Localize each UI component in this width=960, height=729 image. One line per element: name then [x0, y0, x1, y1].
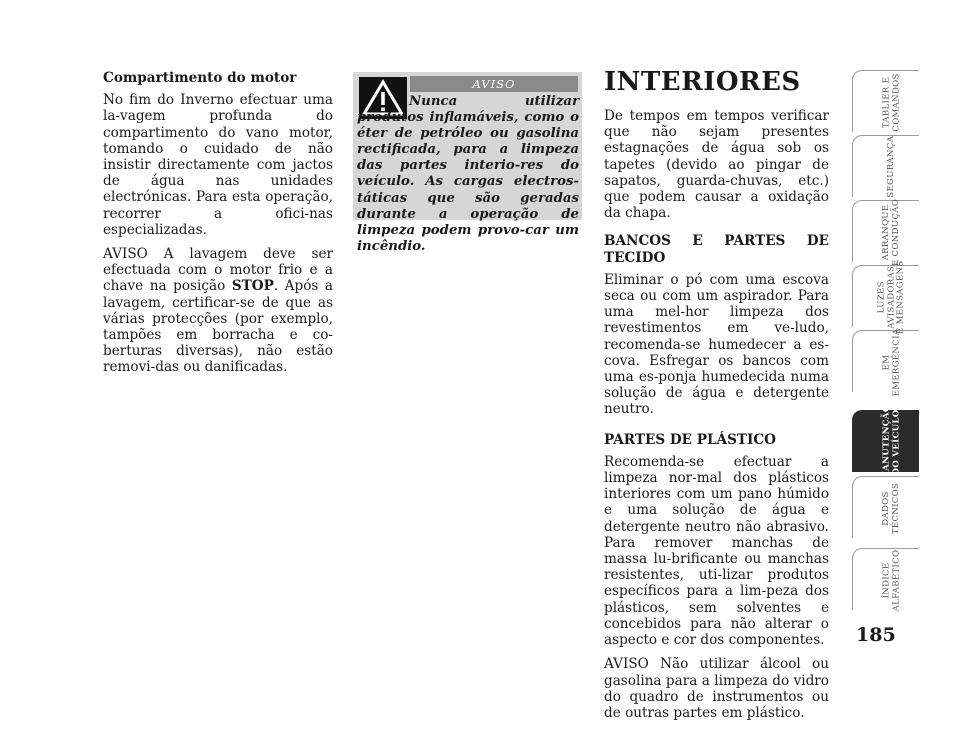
warning-box [353, 72, 582, 254]
left-column [103, 70, 333, 384]
warning-text: Nunca utilizar produtos inflamáveis, como o éter de petróleo ou gasolina rectificada, para a limpeza das partes interio-res do veículo. As cargas electros-táticas que são geradas durante a operação de limpeza podem provo-car um incêndio. [357, 94, 579, 254]
tab-label: MANUTENÇÃO DO VEÍCULO [881, 403, 902, 481]
page-number: 185 [856, 624, 896, 646]
plastic-parts-heading: PARTES DE PLÁSTICO [604, 431, 777, 448]
tab-tablier-comandos[interactable] [852, 70, 919, 132]
engine-wash-warning-text: AVISO A lavagem deve ser efectuada com o motor frio e a chave na posição [103, 246, 333, 295]
tab-em-emergencia[interactable] [852, 328, 919, 396]
tab-luzes-avisadoras[interactable] [852, 260, 919, 334]
tab-label: EM EMERGÊNCIA [881, 328, 901, 396]
tab-dados-tecnicos[interactable] [852, 476, 919, 538]
warning-label: AVISO [410, 76, 578, 92]
engine-wash-warning-paragraph [103, 246, 333, 376]
plastic-parts-aviso: AVISO Não utilizar álcool ou gasolina para a limpeza do vidro do quadro de instrumentos ou de outras partes em plástico. [604, 656, 829, 721]
engine-wash-warning-continuation: . Após a lavagem, certificar-se de que as várias protecções (por exemplo, tampões em borracha e co-berturas diversas), não estão removi-das ou danificadas. [103, 278, 334, 376]
tab-indice-alfabetico[interactable] [852, 548, 919, 610]
engine-compartment-heading: Compartimento do motor [103, 70, 297, 86]
tab-manutencao-veiculo[interactable] [852, 403, 919, 481]
stop-keyword: STOP [231, 278, 274, 295]
tab-label: LUZES AVISADORAS E MENSAGENS [876, 260, 906, 334]
tab-label: TABLIER E COMANDOS [881, 72, 901, 132]
tab-label: ARRANQUE E CONDUÇÃO [881, 198, 902, 266]
engine-compartment-paragraph: No fim do Inverno efectuar uma la-vagem profunda do compartimento do vano motor, tomando o cuidado de não insistir directamente com jactos de água nas unidades electrónicas. Para esta operação, recorrer a ofici-nas especializadas. [103, 92, 333, 238]
tab-label: DADOS TÉCNICOS [881, 482, 901, 534]
tab-arranque-conducao[interactable] [852, 198, 919, 266]
tab-seguranca[interactable] [852, 135, 919, 197]
tab-label: SEGURANÇA [886, 136, 897, 198]
seats-fabric-text: Eliminar o pó com uma escova seca ou com um aspirador. Para uma mel-hor limpeza dos revestimentos em ve-ludo, recomenda-se humedecer a es-cova. Esfregar os bancos com uma es-ponja humedecida numa solução de água e detergente neutro. [604, 271, 829, 418]
right-column [604, 108, 829, 729]
tab-label: ÍNDICE ALFABÉTICO [881, 549, 902, 611]
plastic-parts-text: Recomenda-se efectuar a limpeza nor-mal dos plásticos interiores com um pano húmido e uma solução de água e detergente neutro não abrasivo. Para remover manchas de massa lu-brificante ou manchas resistentes, uti-lizar produtos específicos para a lim-peza dos plásticos, sem solventes e concebidos para não alterar o aspecto e cor dos componentes. [604, 453, 829, 649]
seats-fabric-heading: BANCOS E PARTES DE TECIDO [604, 233, 829, 266]
interiors-intro: De tempos em tempos verificar que não sejam presentes estagnações de água sob os tapetes (devido ao pingar de sapatos, guarda-chuvas, etc.) que podem causar a oxidação da chapa. [604, 108, 829, 222]
section-title: INTERIORES [604, 67, 801, 97]
